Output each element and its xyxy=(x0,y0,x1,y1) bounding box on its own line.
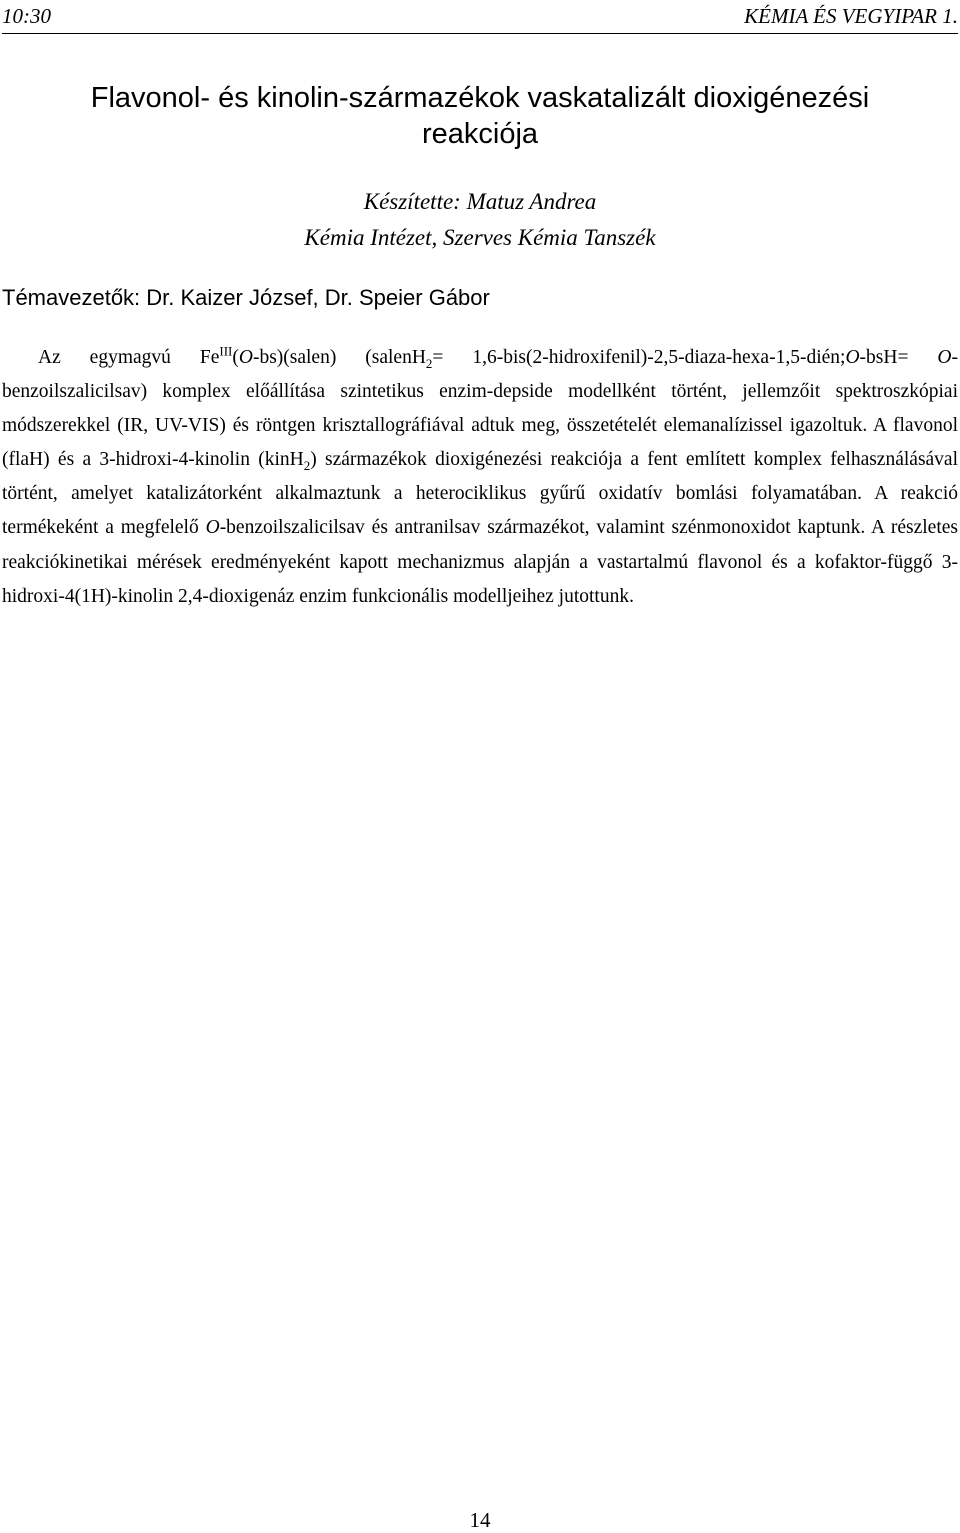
abstract-text: -bsH= xyxy=(859,347,938,368)
header-section-name: KÉMIA ÉS VEGYIPAR 1. xyxy=(744,4,958,28)
abstract-text: ( xyxy=(232,347,239,368)
subscript: 2 xyxy=(425,355,433,371)
abstract-text: ) származékok dioxigénezési reakciója a fent említett komplex felhasználásával történt, amelyet katalizátorként alkalmaztunk a heterociklikus gyűrű oxidatív bomlási folyamatában. A reakció termékeként a megfelelő xyxy=(2,449,959,539)
author-line: Készítette: Matuz Andrea xyxy=(363,189,597,214)
page-number: 14 xyxy=(469,1508,491,1532)
advisors-line: Témavezetők: Dr. Kaizer József, Dr. Speier Gábor xyxy=(2,285,490,310)
header-rule xyxy=(2,33,958,34)
page-title xyxy=(0,80,960,152)
italic-o: O xyxy=(845,347,860,368)
title-line-1: Flavonol- és kinolin-származékok vaskatalizált dioxigénezési xyxy=(90,82,870,114)
running-header xyxy=(2,4,958,30)
abstract-text: -benzoilszalicilsav) komplex előállítása szintetikus enzim-depside modellként történt, jellemzőit spektroszkópiai módszerekkel (IR, UV-VIS) és röntgen krisztallográfiával adtuk meg, összetételét elemanalízissel igazoltuk. A flavonol (flaH) és a 3-hidroxi-4-kinolin (kinH xyxy=(2,347,958,471)
author-block xyxy=(0,184,960,256)
affiliation-line: Kémia Intézet, Szerves Kémia Tanszék xyxy=(304,225,656,250)
abstract-paragraph xyxy=(2,341,958,614)
oxidation-state-superscript: III xyxy=(219,343,233,359)
italic-o: O xyxy=(205,517,220,539)
title-line-2: reakciója xyxy=(421,118,539,150)
abstract-text: = 1,6-bis(2-hidroxifenil)-2,5-diaza-hexa-1,5-dién; xyxy=(432,347,846,368)
header-session-time: 10:30 xyxy=(2,4,51,28)
italic-o: O xyxy=(937,347,952,368)
subscript: 2 xyxy=(303,458,311,474)
abstract-text: -benzoilszalicilsav és antranilsav származékot, valamint szénmonoxidot kaptunk. A részletes reakciókinetikai mérések eredményeként kapott mechanizmus alapján a vastartalmú flavonol és a kofaktor-függő 3-hidroxi-4(1H)-kinolin 2,4-dioxigenáz enzim funkcionális modelljeihez jutottunk. xyxy=(2,517,958,607)
abstract-text: Az egymagvú Fe xyxy=(38,347,220,368)
abstract-text: -bs)(salen) (salenH xyxy=(252,347,426,368)
italic-o: O xyxy=(238,347,253,368)
